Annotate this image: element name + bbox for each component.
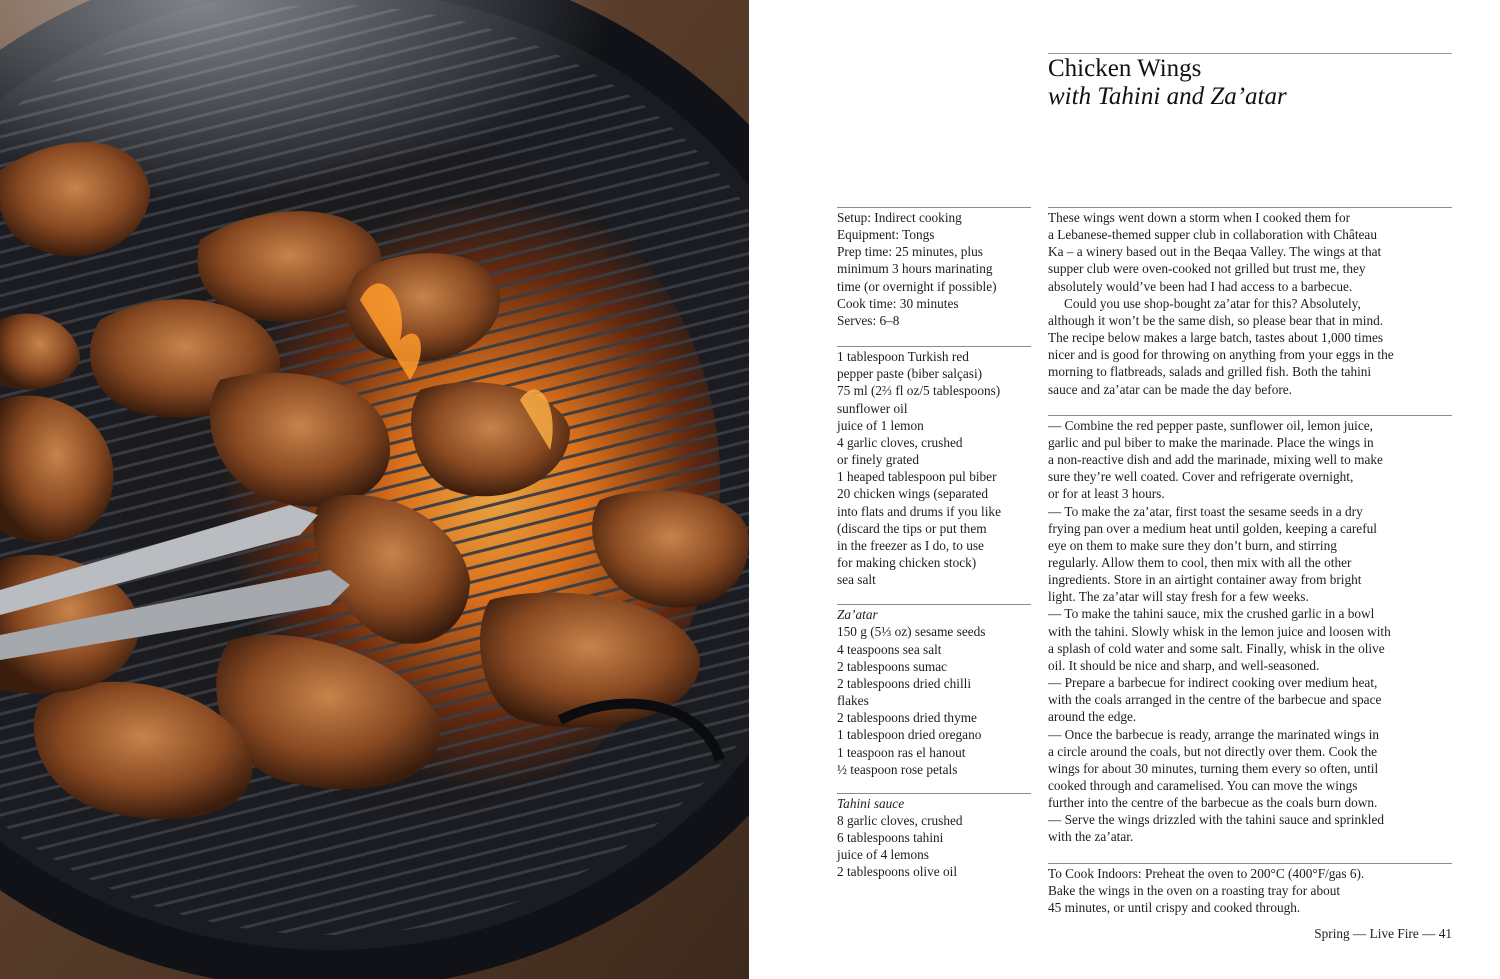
- indoors-block: [1048, 863, 1452, 916]
- grill-photo: [0, 0, 749, 979]
- ingredient-line: into flats and drums if you like: [837, 503, 1001, 519]
- intro-line: sauce and za’atar can be made the day before.: [1048, 381, 1292, 397]
- method-line: sure they’re well coated. Cover and refrigerate overnight,: [1048, 469, 1354, 485]
- method-line: a non-reactive dish and add the marinade, mixing well to make: [1048, 452, 1383, 468]
- ingredient-line: 4 teaspoons sea salt: [837, 641, 942, 657]
- intro-line: Could you use shop-bought za’atar for this? Absolutely,: [1064, 295, 1361, 311]
- ingredient-line: 20 chicken wings (separated: [837, 486, 989, 502]
- intro-line: absolutely would’ve been had I had access to a barbecue.: [1048, 278, 1353, 294]
- ingredient-line: in the freezer as I do, to use: [837, 537, 984, 553]
- ingredient-line: flakes: [837, 693, 869, 709]
- ingredient-line: 6 tablespoons tahini: [837, 830, 944, 846]
- setup-block: [837, 207, 1031, 329]
- method-line: — Prepare a barbecue for indirect cooking over medium heat,: [1048, 675, 1378, 691]
- recipe-title: [1048, 55, 1468, 111]
- indoors-line: 45 minutes, or until crispy and cooked through.: [1048, 899, 1301, 915]
- ingredient-line: sea salt: [837, 572, 876, 588]
- ingredients-column: [837, 207, 1031, 881]
- ingredient-line: 1 heaped tablespoon pul biber: [837, 469, 997, 485]
- ingredient-line: 1 tablespoon dried oregano: [837, 727, 982, 743]
- method-line: ingredients. Store in an airtight container away from bright: [1048, 572, 1362, 588]
- method-line: with the tahini. Slowly whisk in the lemon juice and loosen with: [1048, 623, 1391, 639]
- ingredient-line: 75 ml (2⅔ fl oz/5 tablespoons): [837, 383, 1001, 399]
- ingredient-line: 2 tablespoons dried chilli: [837, 675, 972, 691]
- recipe-title-main: Chicken Wings: [1048, 55, 1202, 82]
- method-line: with the za’atar.: [1048, 829, 1134, 845]
- method-line: — To make the tahini sauce, mix the crushed garlic in a bowl: [1048, 606, 1375, 622]
- ingredient-line: 1 tablespoon Turkish red: [837, 349, 969, 365]
- ingredient-line: 2 tablespoons sumac: [837, 658, 948, 674]
- ingredient-line: 8 garlic cloves, crushed: [837, 813, 963, 828]
- method-line: further into the centre of the barbecue as the coals burn down.: [1048, 795, 1378, 811]
- ingredient-line: juice of 1 lemon: [837, 417, 924, 433]
- method-line: or for at least 3 hours.: [1048, 486, 1165, 502]
- indoors-line: Bake the wings in the oven on a roasting tray for about: [1048, 882, 1341, 898]
- setup-line: minimum 3 hours marinating: [837, 261, 993, 277]
- method-column: [1048, 207, 1452, 916]
- ingredient-line: sunflower oil: [837, 400, 908, 416]
- method-line: wings for about 30 minutes, turning them every so often, until: [1048, 760, 1379, 776]
- setup-line: Setup: Indirect cooking: [837, 210, 962, 225]
- zaatar-heading: Za’atar: [837, 607, 878, 623]
- setup-line: Equipment: Tongs: [837, 227, 935, 243]
- page-footer: Spring — Live Fire — 41: [1314, 926, 1452, 941]
- ingredient-line: 2 tablespoons dried thyme: [837, 710, 977, 726]
- ingredient-line: (discard the tips or put them: [837, 520, 987, 536]
- ingredient-line: 4 garlic cloves, crushed: [837, 434, 963, 450]
- method-line: regularly. Allow them to cool, then mix with all the other: [1048, 554, 1352, 570]
- intro-line: supper club were oven-cooked not grilled but trust me, they: [1048, 261, 1366, 277]
- method-line: — To make the za’atar, first toast the sesame seeds in a dry: [1048, 503, 1363, 519]
- intro-line: Ka – a winery based out in the Beqaa Valley. The wings at that: [1048, 244, 1382, 260]
- intro-line: These wings went down a storm when I cooked them for: [1048, 210, 1351, 225]
- intro-line: nicer and is good for throwing on anything from your eggs in the: [1048, 347, 1394, 363]
- zaatar-block: [837, 604, 1031, 778]
- method-line: oil. It should be nice and sharp, and well-seasoned.: [1048, 657, 1320, 673]
- method-line: light. The za’atar will stay fresh for a few weeks.: [1048, 589, 1309, 605]
- method-block: [1048, 415, 1452, 846]
- method-line: a circle around the coals, but not directly over them. Cook the: [1048, 743, 1377, 759]
- ingredient-line: or finely grated: [837, 452, 919, 468]
- method-line: garlic and pul biber to make the marinade. Place the wings in: [1048, 434, 1374, 450]
- ingredient-line: pepper paste (biber salçasi): [837, 366, 983, 382]
- method-line: — Once the barbecue is ready, arrange the marinated wings in: [1048, 726, 1380, 742]
- indoors-line: To Cook Indoors: Preheat the oven to 200°C (400°F/gas 6).: [1048, 865, 1365, 881]
- title-rule: [1048, 53, 1452, 54]
- method-line: a splash of cold water and some salt. Finally, whisk in the olive: [1048, 640, 1385, 656]
- setup-line: time (or overnight if possible): [837, 278, 997, 294]
- setup-line: Cook time: 30 minutes: [837, 295, 959, 311]
- method-line: around the edge.: [1048, 709, 1137, 725]
- method-line: frying pan over a medium heat until golden, keeping a careful: [1048, 520, 1377, 536]
- ingredient-line: 2 tablespoons olive oil: [837, 864, 958, 880]
- setup-line: Serves: 6–8: [837, 312, 900, 328]
- setup-line: Prep time: 25 minutes, plus: [837, 244, 983, 260]
- ingredient-line: juice of 4 lemons: [837, 847, 929, 863]
- intro-line: The recipe below makes a large batch, tastes about 1,000 times: [1048, 330, 1384, 346]
- method-line: — Combine the red pepper paste, sunflower oil, lemon juice,: [1048, 417, 1373, 433]
- recipe-title-sub: with Tahini and Za’atar: [1048, 83, 1287, 110]
- ingredient-line: ½ teaspoon rose petals: [837, 761, 958, 777]
- ingredient-line: 1 teaspoon ras el hanout: [837, 744, 966, 760]
- tahini-heading: Tahini sauce: [837, 795, 905, 811]
- intro-line: a Lebanese-themed supper club in collaboration with Château: [1048, 227, 1377, 243]
- tahini-block: [837, 793, 1031, 881]
- ingredient-line: for making chicken stock): [837, 554, 977, 570]
- intro-block: [1048, 207, 1452, 398]
- method-line: with the coals arranged in the centre of the barbecue and space: [1048, 692, 1382, 708]
- main-ingredients-block: [837, 346, 1031, 588]
- intro-line: although it won’t be the same dish, so please bear that in mind.: [1048, 312, 1384, 328]
- method-line: eye on them to make sure they don’t burn, and stirring: [1048, 537, 1337, 553]
- method-line: — Serve the wings drizzled with the tahini sauce and sprinkled: [1048, 812, 1385, 828]
- ingredient-line: 150 g (5⅓ oz) sesame seeds: [837, 624, 986, 640]
- intro-line: morning to flatbreads, salads and grilled fish. Both the tahini: [1048, 364, 1372, 380]
- method-line: cooked through and caramelised. You can move the wings: [1048, 778, 1358, 793]
